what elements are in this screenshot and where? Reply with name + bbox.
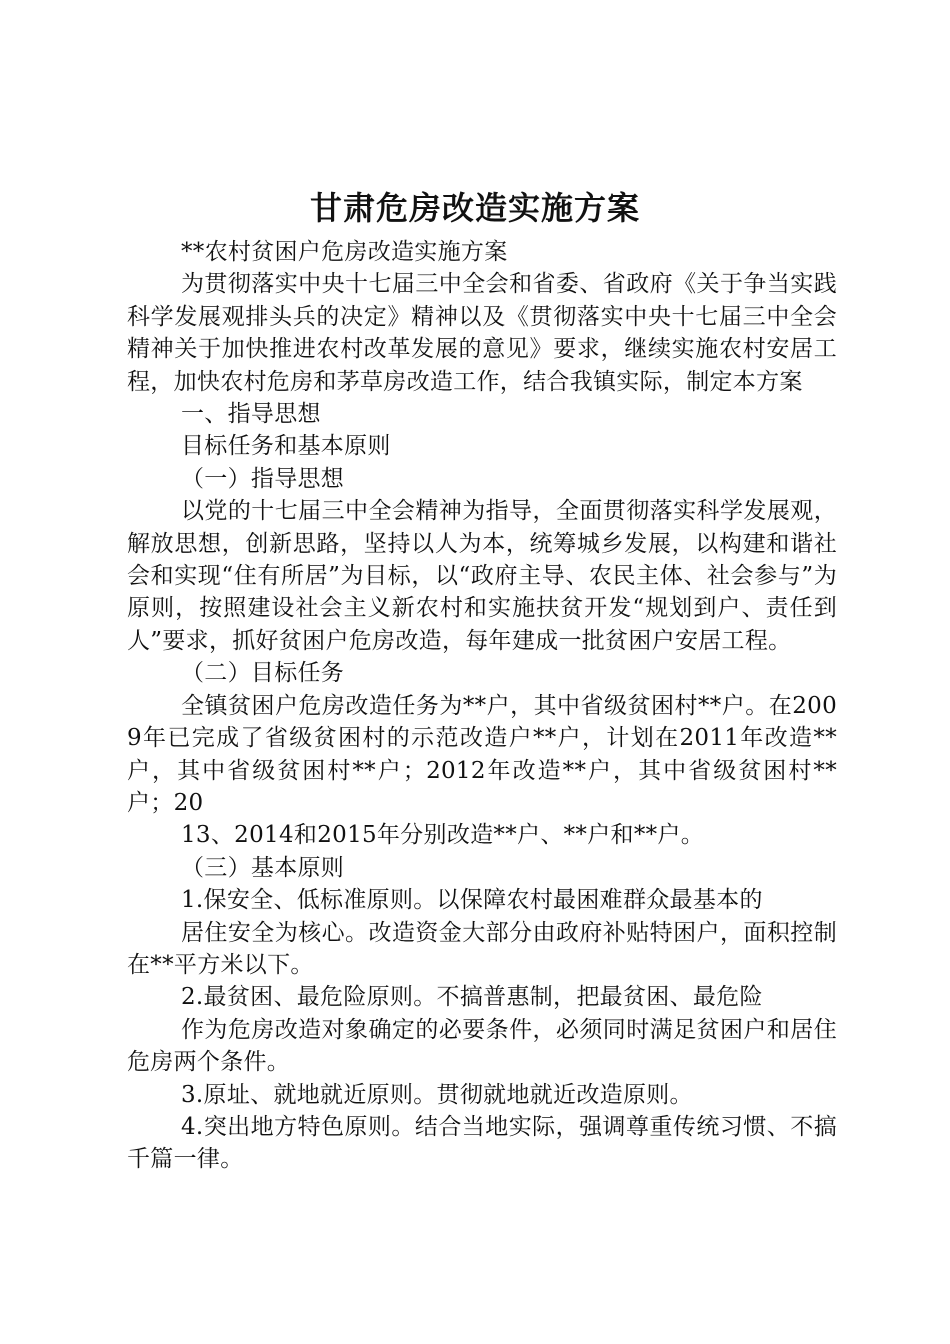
principle-3: 3.原址、就地就近原则。贯彻就地就近改造原则。 <box>181 1081 693 1108</box>
heading-guiding-thought: 一、指导思想 <box>181 401 321 428</box>
document-title: 甘肃危房改造实施方案 <box>309 189 640 227</box>
paragraph-subtitle: **农村贫困户危房改造实施方案 <box>181 239 508 265</box>
principle-1-body: 居住安全为核心。改造资金大部分由政府补贴特困户，面积控制在**平方米以下。 <box>127 919 837 978</box>
subheading-goals: （二）目标任务 <box>181 660 345 687</box>
paragraph-guiding-thought: 以党的十七届三中全会精神为指导，全面贯彻落实科学发展观，解放思想，创新思路，坚持以人为本，统筹城乡发展，以构建和谐社会和实现“住有所居”为目标，以“政府主导、农民主体、社会参与”为原则，按照建设社会主义新农村和实施扶贫开发“规划到户、责任到人”要求，抓好贫困户危房改造，每年建成一批贫困户安居工程。 <box>127 498 837 654</box>
principle-4: 4.突出地方特色原则。结合当地实际，强调尊重传统习惯、不搞千篇一律。 <box>127 1113 837 1173</box>
document-body <box>127 236 837 1176</box>
subheading-principles: （三）基本原则 <box>181 854 345 881</box>
paragraph-goals-continued: 13、2014和2015年分别改造**户、**户和**户。 <box>181 822 705 849</box>
principle-2-body: 作为危房改造对象确定的必要条件，必须同时满足贫困户和居住危房两个条件。 <box>127 1016 837 1076</box>
principle-1-heading: 1.保安全、低标准原则。以保障农村最困难群众最基本的 <box>181 887 763 914</box>
paragraph-goals: 全镇贫困户危房改造任务为**户，其中省级贫困村**户。在2009年已完成了省级贫困村的示范改造户**户，计划在2011年改造**户，其中省级贫困村**户；2012年改造**户，其中省级贫困村**户；20 <box>127 692 837 816</box>
heading-goals-principles: 目标任务和基本原则 <box>181 433 391 460</box>
paragraph-intro: 为贯彻落实中央十七届三中全会和省委、省政府《关于争当实践科学发展观排头兵的决定》精神以及《贯彻落实中央十七届三中全会精神关于加快推进农村改革发展的意见》要求，继续实施农村安居工程，加快农村危房和茅草房改造工作，结合我镇实际，制定本方案 <box>127 271 837 395</box>
principle-2-heading: 2.最贫困、最危险原则。不搞普惠制，把最贫困、最危险 <box>181 984 763 1011</box>
subheading-guiding-thought: （一）指导思想 <box>181 465 345 492</box>
